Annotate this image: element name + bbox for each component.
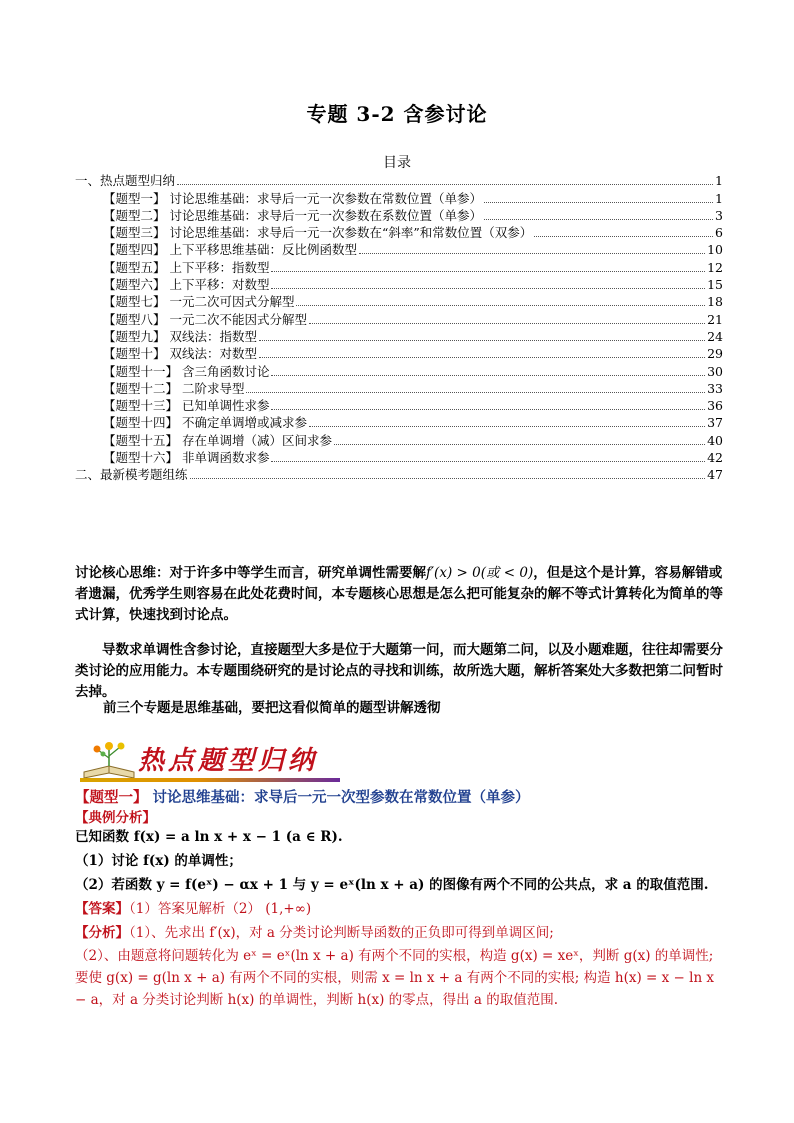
book-flower-icon — [80, 738, 138, 780]
toc-entry[interactable] — [75, 172, 723, 189]
toc-entry-label: 【题型十】 双线法：对数型 — [103, 346, 257, 362]
toc-entry-label: 【题型六】 上下平移：对数型 — [103, 277, 270, 293]
intro-paragraph-3: 前三个专题是思维基础，要把这看似简单的题型讲解透彻 — [103, 700, 441, 716]
toc-entry-page: 18 — [707, 294, 723, 310]
toc-entry-page: 37 — [707, 415, 723, 431]
toc-leader — [246, 392, 705, 393]
toc-leader — [484, 219, 713, 220]
toc-leader — [296, 305, 705, 306]
toc-entry-page: 33 — [707, 380, 723, 396]
analysis-line-1 — [75, 922, 723, 944]
toc-entry-page: 21 — [707, 311, 723, 327]
toc-entry[interactable] — [75, 224, 723, 241]
toc-entry-label: 【题型五】 上下平移：指数型 — [103, 259, 270, 275]
toc-leader — [190, 478, 706, 479]
question-2: （2）若函数 y = f(eˣ) − αx + 1 与 y = eˣ(ln x + a) 的图像有两个不同的公共点，求 a 的取值范围. — [75, 877, 709, 893]
toc-entry-label: 【题型十六】 非单调函数求参 — [103, 450, 270, 466]
toc-entry-label: 【题型九】 双线法：指数型 — [103, 328, 257, 344]
toc-entry[interactable] — [75, 310, 723, 327]
toc-entry-page: 1 — [715, 190, 723, 206]
banner-title: 热点题型归纳 — [138, 746, 319, 776]
toc-entry-label: 【题型十一】 含三角函数讨论 — [103, 363, 270, 379]
toc-entry[interactable] — [75, 466, 723, 483]
toc-leader — [271, 375, 705, 376]
toc-entry[interactable] — [75, 189, 723, 206]
table-of-contents — [75, 172, 723, 483]
toc-entry-label: 【题型八】 一元二次不能因式分解型 — [103, 311, 307, 327]
analysis-text-2: （2）、由题意将问题转化为 eˣ = eˣ(ln x + a) 有两个不同的实根，构造 g(x) = xeˣ，判断 g(x) 的单调性; 要使 g(x) = g(ln x + a) 有两个不同的实根，则需 x = ln x + a 有两个不同的实根; 构造 h(x) = x − ln x − a，对 a 分类讨论判断 h(x) 的单调性，判断 h(x) 的零点，得出 a 的取值范围. — [75, 948, 715, 1008]
toc-leader — [271, 409, 705, 410]
toc-entry-label: 【题型四】 上下平移思维基础：反比例函数型 — [103, 242, 357, 258]
toc-entry[interactable] — [75, 276, 723, 293]
toc-entry-label: 【题型二】 讨论思维基础：求导后一元一次参数在系数位置（单参） — [103, 207, 482, 223]
toc-leader — [359, 253, 705, 254]
toc-entry-label: 【题型三】 讨论思维基础：求导后一元一次参数在“斜率”和常数位置（双参） — [103, 225, 533, 241]
answer-line — [75, 898, 723, 920]
toc-entry-page: 6 — [715, 225, 723, 241]
toc-leader — [484, 202, 713, 203]
toc-leader — [259, 357, 705, 358]
toc-entry-page: 30 — [707, 363, 723, 379]
toc-entry-label: 【题型十四】 不确定单调增或减求参 — [103, 415, 307, 431]
toc-leader — [309, 323, 705, 324]
toc-heading: 目录 — [383, 155, 411, 171]
toc-entry-page: 40 — [707, 432, 723, 448]
toc-leader — [271, 271, 705, 272]
toc-entry-label: 【题型十三】 已知单调性求参 — [103, 398, 270, 414]
toc-entry[interactable] — [75, 328, 723, 345]
toc-entry[interactable] — [75, 241, 723, 258]
problem-statement: 已知函数 f(x) = a ln x + x − 1 (a ∈ R). — [75, 829, 343, 845]
intro-paragraph-2: 导数求单调性含参讨论，直接题型大多是位于大题第一问，而大题第二问，以及小题难题，往往却需要分类讨论的应用能力。本专题围绕研究的是讨论点的寻找和训练，故所选大题，解析答案处大多数把第二问暂时去掉。 — [75, 642, 723, 700]
toc-entry-page: 10 — [707, 242, 723, 258]
toc-entry[interactable] — [75, 397, 723, 414]
toc-entry-label: 一、热点题型归纳 — [75, 173, 176, 189]
toc-entry[interactable] — [75, 258, 723, 275]
intro-text-b: ，但是这个是计算，容易解错或者遗漏，优秀学生则容易在此处花费时间，本专题核心思想是怎么把可能复杂的解不等式计算转化为简单的等式计算，快速找到讨论点。 — [75, 565, 723, 623]
toc-entry[interactable] — [75, 449, 723, 466]
toc-entry[interactable] — [75, 345, 723, 362]
toc-entry-page: 29 — [707, 346, 723, 362]
toc-entry-label: 【题型一】 讨论思维基础：求导后一元一次参数在常数位置（单参） — [103, 190, 482, 206]
toc-entry-page: 12 — [707, 259, 723, 275]
toc-entry[interactable] — [75, 293, 723, 310]
analysis-text-1: （1）、先求出 f′(x)，对 a 分类讨论判断导函数的正负即可得到单调区间; — [129, 925, 554, 941]
toc-entry[interactable] — [75, 414, 723, 431]
toc-entry[interactable] — [75, 207, 723, 224]
intro-paragraph-1 — [75, 563, 723, 626]
toc-leader — [177, 184, 713, 185]
analysis-label: 【分析】 — [75, 925, 129, 941]
toc-entry-page: 24 — [707, 328, 723, 344]
answer-text: （1）答案见解析（2） (1,+∞) — [129, 901, 312, 917]
toc-leader — [271, 461, 705, 462]
question-1: （1）讨论 f(x) 的单调性； — [75, 853, 242, 869]
toc-entry-label: 【题型七】 一元二次可因式分解型 — [103, 294, 295, 310]
toc-leader — [334, 444, 705, 445]
toc-entry-page: 42 — [707, 450, 723, 466]
page-title: 专题 3-2 含参讨论 — [306, 102, 488, 126]
section-heading — [75, 786, 530, 807]
example-label: 【典例分析】 — [75, 810, 156, 826]
toc-entry[interactable] — [75, 362, 723, 379]
toc-entry-label: 二、最新模考题组练 — [75, 467, 188, 483]
toc-leader — [271, 288, 705, 289]
toc-entry-label: 【题型十五】 存在单调增（减）区间求参 — [103, 432, 332, 448]
intro-text-a: 讨论核心思维：对于许多中等学生而言，研究单调性需要解 — [75, 565, 426, 581]
section-tag: 【题型一】 — [75, 789, 148, 806]
toc-entry-page: 3 — [715, 207, 723, 223]
toc-leader — [309, 426, 705, 427]
toc-entry-page: 47 — [707, 467, 723, 483]
section-name: 讨论思维基础：求导后一元一次型参数在常数位置（单参） — [147, 789, 530, 806]
section-banner — [80, 738, 340, 782]
intro-inequality: f′(x) > 0(或 < 0) — [426, 565, 534, 581]
banner-underline — [80, 778, 340, 782]
toc-entry[interactable] — [75, 380, 723, 397]
toc-entry-page: 36 — [707, 398, 723, 414]
answer-label: 【答案】 — [75, 901, 129, 917]
toc-leader — [259, 340, 705, 341]
toc-entry-label: 【题型十二】 二阶求导型 — [103, 380, 245, 396]
toc-entry-page: 15 — [707, 277, 723, 293]
toc-leader — [534, 236, 713, 237]
toc-entry[interactable] — [75, 431, 723, 448]
toc-entry-page: 1 — [715, 173, 723, 189]
